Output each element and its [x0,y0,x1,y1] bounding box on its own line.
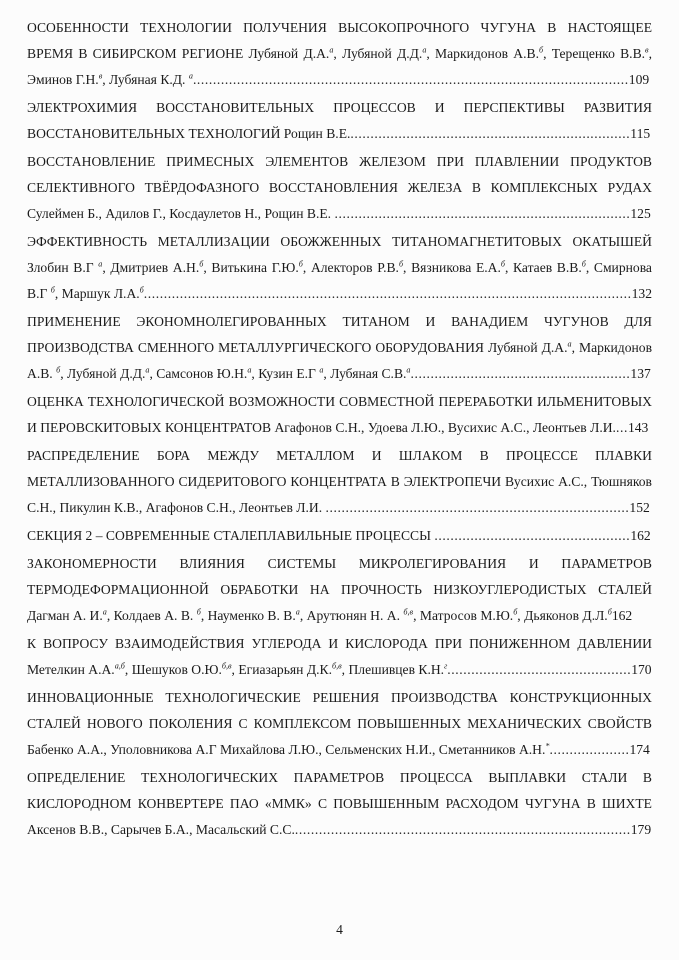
entry-page-number: 162 [630,528,651,543]
toc-entry [27,15,652,93]
entry-page-number: 109 [628,72,650,87]
dot-leader: .................... [549,742,630,757]
author-affiliation-marker: а [406,365,411,375]
author-affiliation-marker: а [247,365,252,375]
entry-page-number: 143 [627,420,649,435]
entry-title: ОСОБЕННОСТИ ТЕХНОЛОГИИ ПОЛУЧЕНИЯ ВЫСОКОПРОЧНОГО ЧУГУНА В НАСТОЯЩЕЕ ВРЕМЯ В СИБИРСКОМ РЕГИОНЕ [27,20,652,61]
entry-page-number: 125 [630,206,651,221]
author-affiliation-marker: а [98,259,103,269]
entry-title: К ВОПРОСУ ВЗАИМОДЕЙСТВИЯ УГЛЕРОДА И КИСЛОРОДА ПРИ ПОНИЖЕННОМ ДАВЛЕНИИ [27,636,652,651]
dot-leader: .................................................................................... [294,822,631,837]
author-affiliation-marker: а,б [114,661,125,671]
author-affiliation-marker: б [199,259,204,269]
author-affiliation-marker: б [50,285,55,295]
author-affiliation-marker: б,в [221,661,232,671]
author-affiliation-marker: б [298,259,303,269]
author-affiliation-marker: г [444,661,448,671]
entry-authors: Рощин В.Е. [283,126,351,141]
entry-title: ПРИМЕНЕНИЕ ЭКОНОМНОЛЕГИРОВАННЫХ ТИТАНОМ И ВАНАДИЕМ ЧУГУНОВ ДЛЯ ПРОИЗВОДСТВА СМЕННОГО МЕТАЛЛУРГИЧЕСКОГО ОБОРУДОВАНИЯ [27,314,652,355]
author-affiliation-marker: а [295,607,300,617]
entry-authors: Сулеймен Б., Адилов Г., Косдаулетов Н., Рощин В.Е. [27,206,335,221]
dot-leader: .......................................................................... [334,206,631,221]
entry-page-number: 179 [630,822,652,837]
toc-entry [27,95,652,147]
entry-page-number: 174 [629,742,650,757]
author-affiliation-marker: в [645,45,649,55]
entry-title: ИННОВАЦИОННЫЕ ТЕХНОЛОГИЧЕСКИЕ РЕШЕНИЯ ПРОИЗВОДСТВА КОНСТРУКЦИОННЫХ СТАЛЕЙ НОВОГО ПОКОЛЕНИЯ С КОМПЛЕКСОМ ПОВЫШЕННЫХ МЕХАНИЧЕСКИХ СВОЙСТВ [27,690,652,731]
entry-authors: Лубяной Д.А.$^а$, Маркидонов А.В. $^б$, Лубяной Д.Д.$^а$, Самсонов Ю.Н.$^а$, Кузин Е.Г $^а$, Лубяная С.В.$^а$ [27,339,652,381]
author-affiliation-marker: а [145,365,150,375]
author-affiliation-marker: б [56,365,61,375]
author-affiliation-marker: б,в [403,607,414,617]
page-number: 4 [336,922,343,937]
toc-entry [27,685,652,763]
toc-entry [27,765,652,843]
author-affiliation-marker: б [500,259,505,269]
author-affiliation-marker: б [196,607,201,617]
dot-leader: ....................................................... [410,366,631,381]
toc-entry [27,389,652,441]
entry-authors: Вусихис А.С., Тюшняков С.Н., Пикулин К.В., Агафонов С.Н., Леонтьев Л.И. [27,474,652,515]
entry-authors: Метелкин А.А.$^{а,б}$, Шешуков О.Ю.$^{б,в}$, Егиазарьян Д.К.$^{б,в}$, Плешивцев К.Н.$^г$ [27,661,448,677]
entry-title: ВОССТАНОВЛЕНИЕ ПРИМЕСНЫХ ЭЛЕМЕНТОВ ЖЕЛЕЗОМ ПРИ ПЛАВЛЕНИИ ПРОДУКТОВ СЕЛЕКТИВНОГО ТВЁРДОФАЗНОГО ВОССТАНОВЛЕНИЯ ЖЕЛЕЗА В КОМПЛЕКСНЫХ РУДАХ [27,154,652,195]
entry-title: ЭЛЕКТРОХИМИЯ ВОССТАНОВИТЕЛЬНЫХ ПРОЦЕССОВ И ПЕРСПЕКТИВЫ РАЗВИТИЯ ВОССТАНОВИТЕЛЬНЫХ ТЕХНОЛОГИЙ [27,100,652,141]
entry-page-number: 152 [629,500,650,515]
toc-entry [27,309,652,387]
author-affiliation-marker: а [188,71,193,81]
toc-entry [27,551,652,629]
dot-leader: ............................................................................................................. [192,72,629,87]
entry-page-number: 132 [631,286,652,301]
author-affiliation-marker: а [319,365,324,375]
entry-title: ЗАКОНОМЕРНОСТИ ВЛИЯНИЯ СИСТЕМЫ МИКРОЛЕГИРОВАНИЯ И ПАРАМЕТРОВ ТЕРМОДЕФОРМАЦИОННОЙ ОБРАБОТКИ НА ПРОЧНОСТЬ НИЗКОУГЛЕРОДИСТЫХ СТАЛЕЙ [27,556,652,597]
author-affiliation-marker: в [98,71,103,81]
entry-page-number: 162 [611,608,633,623]
author-affiliation-marker: б [538,45,544,55]
entry-title: ОПРЕДЕЛЕНИЕ ТЕХНОЛОГИЧЕСКИХ ПАРАМЕТРОВ ПРОЦЕССА ВЫПЛАВКИ СТАЛИ В КИСЛОРОДНОМ КОНВЕРТЕРЕ ПАО «ММК» С ПОВЫШЕННЫМ РАСХОДОМ ЧУГУНА В ШИХТЕ [27,770,652,811]
entry-title: СЕКЦИЯ 2 – СОВРЕМЕННЫЕ СТАЛЕПЛАВИЛЬНЫЕ ПРОЦЕССЫ [27,528,435,543]
entry-authors: Аксенов В.В., Сарычев Б.А., Масальский С.С. [27,822,295,837]
author-affiliation-marker: б [513,607,518,617]
entry-authors: Бабенко А.А., Уполовникова А.Г Михайлова Л.Ю., Сельменских Н.И., Сметанников А.Н.* [27,741,550,757]
author-affiliation-marker: а [422,45,427,55]
dot-leader: ... [615,420,628,435]
toc-entry [27,229,652,307]
dot-leader: ................................................. [434,528,631,543]
entry-title: РАСПРЕДЕЛЕНИЕ БОРА МЕЖДУ МЕТАЛЛОМ И ШЛАКОМ В ПРОЦЕССЕ ПЛАВКИ МЕТАЛЛИЗОВАННОГО СИДЕРИТОВОГО КОНЦЕНТРАТА В ЭЛЕКТРОПЕЧИ [27,448,652,489]
author-affiliation-marker: а [102,607,107,617]
author-affiliation-marker: б [607,607,612,617]
entry-title: ЭФФЕКТИВНОСТЬ МЕТАЛЛИЗАЦИИ ОБОЖЖЕННЫХ ТИТАНОМАГНЕТИТОВЫХ ОКАТЫШЕЙ [27,234,652,249]
author-affiliation-marker: а [329,45,334,55]
author-affiliation-marker: а [567,339,572,349]
entry-authors: Лубяной Д.А.$^а$, Лубяной Д.Д.$^а$, Маркидонов А.В.$^б$, Терещенко В.В.$^в$, Эминов Г.Н.$^в$, Лубяная К.Д. $^а$ [27,45,652,87]
toc-entry [27,443,652,521]
toc-entry [27,523,652,549]
author-affiliation-marker: б [398,259,404,269]
author-affiliation-marker: б [581,259,586,269]
author-affiliation-marker: б,в [331,661,342,671]
author-affiliation-marker: б [139,285,144,295]
page-footer [0,922,679,938]
dot-leader: ............................................................................ [325,500,630,515]
entry-authors: Злобин В.Г $^а$, Дмитриев А.Н.$^б$, Витькина Г.Ю.$^б$, Алекторов Р.В.$^б$, Вязникова Е.А.$^б$, Катаев В.В.$^б$, Смирнова В.Г $^б$, Маршук Л.А.$^б$ [27,259,652,301]
entry-authors: Агафонов С.Н., Удоева Л.Ю., Вусихис А.С., Леонтьев Л.И. [274,420,616,435]
dot-leader: .......................................................................................................................... [143,286,632,301]
entry-page-number: 170 [631,662,652,677]
author-affiliation-marker: * [545,741,550,751]
toc-entry [27,631,652,683]
entry-authors: Дагман А. И.$^а$, Колдаев А. В. $^б$, Науменко В. В.$^а$, Арутюнян Н. А. $^{б,в}$, Матросов М.Ю.$^б$, Дьяконов Д.Л.$^б$ [27,607,612,623]
toc-entry [27,149,652,227]
entry-title: ОЦЕНКА ТЕХНОЛОГИЧЕСКОЙ ВОЗМОЖНОСТИ СОВМЕСТНОЙ ПЕРЕРАБОТКИ ИЛЬМЕНИТОВЫХ И ПЕРОВСКИТОВЫХ КОНЦЕНТРАТОВ [27,394,652,435]
entry-page-number: 115 [630,126,651,141]
dot-leader: .............................................. [447,662,632,677]
entry-page-number: 137 [630,366,651,381]
dot-leader: ...................................................................... [350,126,631,141]
